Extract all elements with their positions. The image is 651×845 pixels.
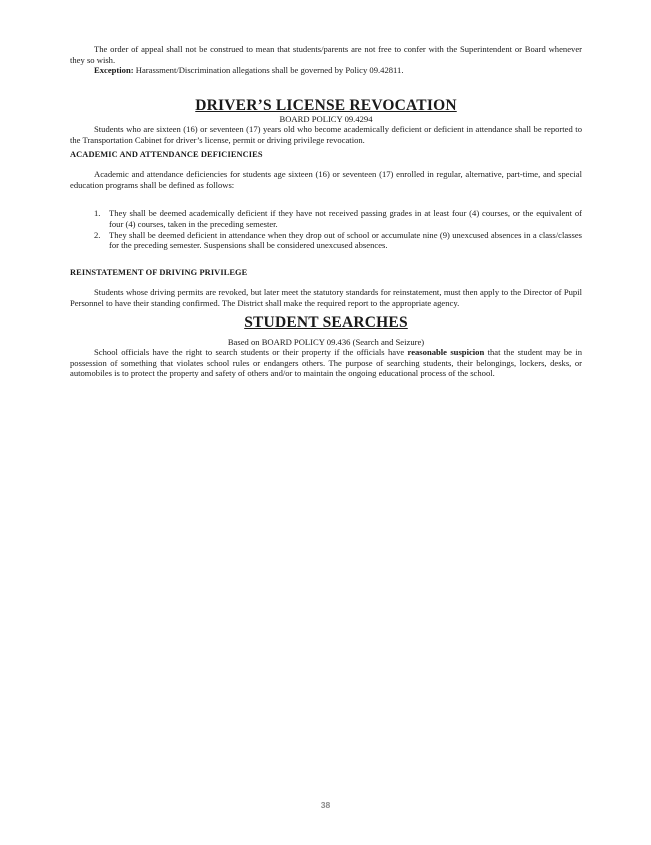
- searches-heading: STUDENT SEARCHES: [244, 313, 408, 331]
- searches-text: [70, 347, 582, 379]
- list-item-text: They shall be deemed academically deficient if they have not received passing grades in at least four (4) courses, or the equivalent of four (4) courses, taken in the preceding semester.: [109, 208, 582, 229]
- page-number: 38: [320, 800, 331, 810]
- dl-heading: DRIVER’S LICENSE REVOCATION: [195, 96, 457, 114]
- searches-text-start: School officials have the right to search students or their property if the officials have: [94, 347, 408, 358]
- deficiency-list: [70, 208, 582, 250]
- searches-text-end: that the student may be in possession of something that violates school rules or endangers others. The purpose of searching students, their belongings, lockers, desks, or automobiles is to protect the property and safety of others and/or to maintain the ongoing educational process of the school.: [70, 347, 583, 379]
- appeal-paragraph: The order of appeal shall not be construed to mean that students/parents are not free to confer with the Superintendent or Board whenever they so wish.: [70, 44, 582, 65]
- list-item-text: They shall be deemed deficient in attendance when they drop out of school or accumulate nine (9) unexcused absences in a class/classes for the preceding semester. Suspensions shall be considered unexcused absences.: [109, 229, 582, 251]
- list-item-number: 2.: [94, 229, 101, 240]
- reinstatement-text: Students whose driving permits are revoked, but later meet the statutory standards for reinstatement, must then apply to the Director of Pupil Personnel to have their standing confirmed. The District shall make the required report to the appropriate agency.: [70, 287, 582, 308]
- academic-text: Academic and attendance deficiencies for students age sixteen (16) or seventeen (17) enrolled in regular, alternative, part-time, and special education programs shall be defined as follows:: [70, 169, 582, 190]
- list-item-number: 1.: [94, 208, 101, 219]
- list-item: [70, 208, 582, 229]
- dl-intro: Students who are sixteen (16) or seventeen (17) years old who become academically deficient or deficient in attendance shall be reported to the Transportation Cabinet for driver’s license, permit or driving privilege revocation.: [70, 124, 582, 145]
- dl-policy: BOARD POLICY 09.4294: [279, 113, 373, 124]
- exception-label: Exception:: [94, 65, 134, 76]
- exception-text: Harassment/Discrimination allegations shall be governed by Policy 09.42811.: [133, 65, 404, 76]
- reinstatement-heading: REINSTATEMENT OF DRIVING PRIVILEGE: [70, 267, 248, 277]
- searches-policy: Based on BOARD POLICY 09.436 (Search and Seizure): [227, 336, 425, 347]
- exception-paragraph: [70, 65, 582, 76]
- list-item: [70, 230, 582, 251]
- reasonable-suspicion-term: reasonable suspicion: [407, 347, 485, 358]
- academic-heading: ACADEMIC AND ATTENDANCE DEFICIENCIES: [70, 149, 263, 159]
- document-page: [70, 44, 582, 379]
